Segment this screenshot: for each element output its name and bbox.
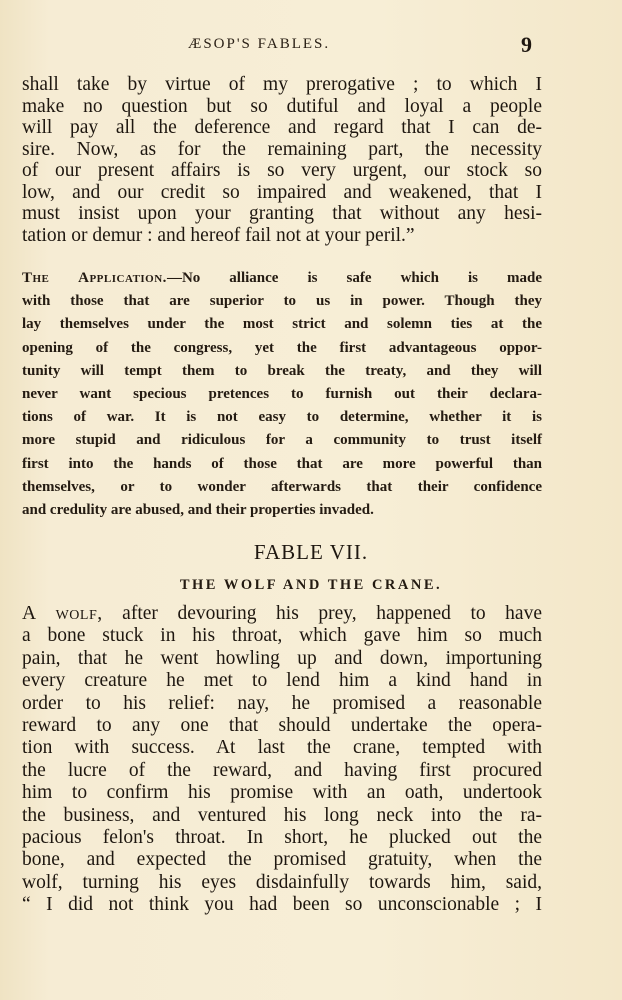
text-line: lay themselves under the most strict and solemn ties at the bbox=[22, 316, 542, 333]
running-head: ÆSOP'S FABLES. bbox=[188, 36, 331, 52]
text-line: a bone stuck in his throat, which gave him so much bbox=[22, 625, 542, 647]
text-line: never want specious pretences to furnish out their declara- bbox=[22, 386, 542, 403]
text-line: tation or demur : and hereof fail not at your peril.” bbox=[22, 224, 415, 246]
text-line: bone, and expected the promised gratuity, when the bbox=[22, 849, 542, 871]
text-line: order to his relief: nay, he promised a reasonable bbox=[22, 692, 542, 714]
text-line: “ I did not think you had been so unconscionable ; I bbox=[22, 894, 542, 916]
application-paragraph bbox=[22, 267, 542, 522]
text-line: every creature he met to lend him a kind hand in bbox=[22, 670, 542, 692]
text-line: opening of the congress, yet the first advantageous oppor- bbox=[22, 339, 542, 356]
text-line: reward to any one that should undertake the opera- bbox=[22, 715, 542, 737]
text-fragment: —No alliance is safe which is made bbox=[166, 270, 542, 286]
text-line: him to confirm his promise with an oath, undertook bbox=[22, 782, 542, 804]
text-line: the lucre of the reward, and having first procured bbox=[22, 759, 542, 781]
text-line: make no question but so dutiful and loyal a people bbox=[22, 95, 542, 117]
application-heading: The Application. bbox=[22, 270, 167, 286]
text-line: tunity will tempt them to break the treaty, and they will bbox=[22, 362, 542, 379]
fable-subtitle: THE WOLF AND THE CRANE. bbox=[179, 577, 443, 593]
text-line: themselves, or to wonder afterwards that their confidence bbox=[22, 478, 542, 495]
page-number: 9 bbox=[521, 32, 532, 57]
text-line: pain, that he went howling up and down, importuning bbox=[22, 647, 542, 669]
text-line: first into the hands of those that are more powerful than bbox=[22, 455, 542, 472]
text-fragment: after devouring his prey, happened to have bbox=[102, 603, 542, 624]
text-line: of our present affairs is so very urgent, our stock so bbox=[22, 160, 542, 181]
text-line: the business, and ventured his long neck into the ra- bbox=[22, 804, 542, 826]
text-line: more stupid and ridiculous for a community to trust itself bbox=[22, 432, 542, 449]
text-line: wolf, turning his eyes disdainfully towards him, said, bbox=[22, 871, 542, 893]
text-line: with those that are superior to us in power. Though they bbox=[22, 293, 542, 310]
text-line: must insist upon your granting that without any hesi- bbox=[22, 203, 542, 224]
text-line: will pay all the deference and regard that I can de- bbox=[22, 117, 542, 138]
fable-paragraph bbox=[22, 603, 542, 917]
text-line: pacious felon's throat. In short, he plucked out the bbox=[22, 827, 542, 849]
fable-first-word: A wolf, bbox=[22, 603, 103, 624]
speech-paragraph bbox=[22, 74, 542, 246]
text-line: tions of war. It is not easy to determine, whether it is bbox=[22, 409, 542, 426]
application-first-line bbox=[22, 267, 542, 290]
text-line: and credulity are abused, and their properties invaded. bbox=[22, 502, 374, 519]
fable-title: FABLE VII. bbox=[253, 540, 369, 564]
text-line: tion with success. At last the crane, tempted with bbox=[22, 737, 542, 759]
text-line: sire. Now, as for the remaining part, the necessity bbox=[22, 138, 542, 160]
text-line: shall take by virtue of my prerogative ; to which I bbox=[22, 74, 542, 95]
text-line: low, and our credit so impaired and weakened, that I bbox=[22, 181, 542, 203]
fable-first-line bbox=[22, 603, 542, 625]
